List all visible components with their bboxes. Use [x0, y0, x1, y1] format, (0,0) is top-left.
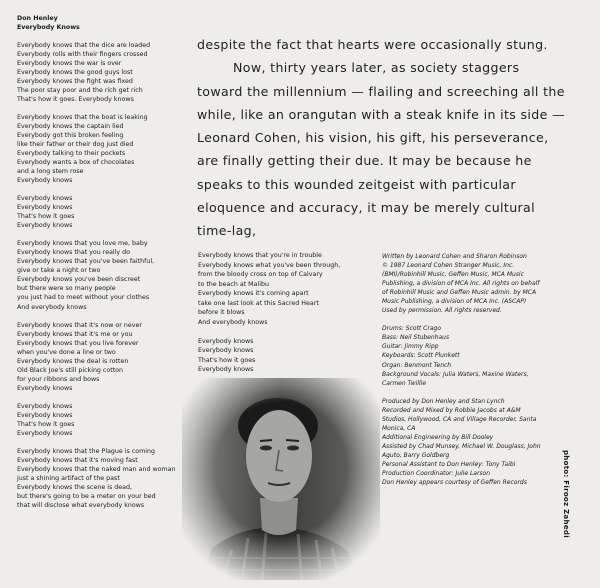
credits-line: Music Publishing, a division of MCA Inc. (ASCAP) — [382, 298, 527, 306]
credits-line: Assisted by Chad Munsey, Michael W. Douglass, John — [382, 442, 541, 450]
portrait-photo — [182, 378, 380, 580]
lyric-line: Everybody knows that you live forever — [17, 339, 139, 347]
lyrics-left-stanzas — [17, 41, 189, 510]
lyric-line: Everybody knows that the boat is leaking — [17, 114, 148, 122]
lyric-line: Everybody knows — [17, 204, 73, 212]
lyric-line: and a long stem rose — [17, 168, 84, 176]
lyric-line: Everybody knows that the naked man and woman — [17, 465, 176, 473]
essay-paragraph: despite the fact that hearts were occasionally stung. — [197, 37, 548, 52]
credits-line: Production Coordinator: Julie Larson — [382, 470, 491, 478]
lyric-line: Everybody knows that you've been faithful, — [17, 258, 155, 266]
lyric-stanza — [17, 113, 189, 185]
lyric-line: Everybody knows that the dice are loaded — [17, 42, 151, 50]
lyric-line: Everybody knows — [17, 402, 73, 410]
lyric-line: Everybody knows — [198, 337, 254, 345]
lyric-stanza — [17, 402, 189, 438]
lyric-line: Everybody knows — [17, 195, 73, 203]
song-title: Everybody Knows — [17, 24, 80, 32]
credits-column — [382, 252, 564, 487]
lyric-line: Everybody knows that it's moving fast — [17, 456, 138, 464]
credits-line: © 1987 Leonard Cohen Stranger Music, Inc. — [382, 262, 515, 270]
lyric-line: before it blows — [198, 309, 245, 316]
lyric-line: Everybody knows the deal is rotten — [17, 357, 129, 365]
credits-line: Background Vocals: Julia Waters, Maxine Waters, — [382, 370, 529, 378]
credits-line: of Robinhill Music and Geffen Music admin. by MCA — [382, 289, 537, 297]
credits-line: Bass: Neil Stubenhaus — [382, 334, 450, 342]
lyric-line: Everybody knows — [17, 222, 73, 230]
liner-notes-essay — [197, 33, 569, 243]
credits-line: Recorded and Mixed by Robbie Jacobs at A&M — [382, 406, 521, 414]
lyric-line: And everybody knows — [198, 318, 268, 326]
lyric-line: Everybody knows you've been discreet — [17, 276, 141, 284]
lyric-line: take one last look at this Sacred Heart — [198, 299, 319, 307]
credits-line: Organ: Benmont Tench — [382, 361, 452, 369]
lyric-line: That's how it goes — [17, 213, 75, 221]
lyric-line: but there's going to be a meter on your bed — [17, 492, 156, 500]
lyric-line: Everybody knows what you've been through, — [198, 261, 341, 269]
credits-line: Studios, Hollywood, CA and Village Recorder, Santa — [382, 415, 537, 423]
lyric-line: that will disclose what everybody knows — [17, 501, 145, 509]
lyric-line: Everybody talking to their pockets — [17, 150, 126, 158]
lyric-line: when you've done a line or two — [17, 348, 116, 356]
credits-block — [382, 397, 564, 487]
essay-paragraph: Now, thirty years later, as society staggers toward the millennium — flailing and screeching all the while, like an orangutan with a steak knife in its side — Leonard Cohen, his vision, his gift, his perseverance, are finally getting their due. It may be because he speaks to this wounded zeitgeist with particular eloquence and accuracy, it may be merely cultural time-lag, — [197, 60, 566, 239]
lyric-line: Everybody knows that you're in trouble — [198, 252, 322, 259]
stanza-gap — [198, 327, 376, 337]
credits-line: Don Henley appears courtesy of Geffen Records — [382, 479, 527, 487]
lyric-line: Everybody rolls with their fingers crossed — [17, 51, 148, 59]
lyric-line: Everybody knows the good guys lost — [17, 69, 133, 77]
credits-line: Used by permission. All rights reserved. — [382, 307, 502, 315]
lyric-line: Everybody got this broken feeling — [17, 132, 124, 140]
lyric-line: Everybody knows that the Plague is coming — [17, 447, 156, 455]
lyric-line: but there were so many people — [17, 285, 116, 293]
credits-line: Aguto, Barry Goldberg — [382, 451, 450, 459]
lyric-stanza — [17, 194, 189, 230]
lyric-line: Everybody knows the fight was fixed — [17, 78, 133, 86]
lyric-line: That's how it goes — [17, 420, 75, 428]
lyric-line: Everybody knows that you really do — [17, 249, 131, 257]
credits-line: Drums: Scott Crago — [382, 325, 441, 333]
lyric-line: Everybody knows it's coming apart — [198, 290, 309, 297]
lyric-line: The poor stay poor and the rich get rich — [17, 87, 143, 95]
lyric-line: Everybody knows that it's me or you — [17, 330, 133, 338]
lyric-line: Everybody wants a box of chocolates — [17, 159, 135, 167]
lyric-stanza — [17, 41, 189, 104]
lyric-line: Everybody knows — [198, 347, 254, 354]
lyric-stanza — [17, 447, 189, 510]
lyric-line: Everybody knows — [17, 177, 73, 185]
lyric-line: Everybody knows the war is over — [17, 60, 122, 68]
lyric-line: just a shining artifact of the past — [17, 474, 120, 482]
credits-line: Monica, CA — [382, 424, 416, 432]
lyric-stanza — [17, 239, 189, 311]
lyric-line: to the beach at Malibu — [198, 280, 269, 288]
credits-block — [382, 324, 564, 387]
lyric-line: Everybody knows — [17, 411, 73, 419]
credits-gap — [382, 388, 564, 397]
credits-line: Keyboards: Scott Plunkett — [382, 352, 460, 360]
credits-line: Guitar: Jimmy Ripp — [382, 343, 439, 351]
photo-credit: photo: Firooz Zahedi — [562, 450, 570, 538]
artist-name: Don Henley — [17, 15, 58, 22]
lyric-line: Everybody knows that it's now or never — [17, 321, 142, 329]
lyric-line: Everybody knows the scene is dead, — [17, 483, 132, 491]
credits-line: Additional Engineering by Bill Dooley — [382, 433, 494, 441]
lyric-line: And everybody knows — [17, 303, 87, 311]
lyric-line: Everybody knows that you love me, baby — [17, 240, 148, 248]
credits-block — [382, 252, 564, 315]
lyric-line: Everybody knows — [17, 384, 73, 392]
lyric-line: Old Black Joe's still picking cotton — [17, 366, 124, 374]
lyrics-center-column — [198, 251, 376, 375]
credits-line: Personal Assistant to Don Henley: Tony Taibi — [382, 460, 516, 468]
credits-line: (BMI)/Robinhill Music, Geffen Music, MCA Music — [382, 271, 524, 279]
credits-gap — [382, 315, 564, 324]
credits-line: Written by Leonard Cohen and Sharon Robinson — [382, 253, 527, 260]
credits-line: Produced by Don Henley and Stan Lynch — [382, 397, 505, 405]
lyric-line: Everybody knows — [17, 429, 73, 437]
lyric-line: like their father or their dog just died — [17, 141, 134, 149]
lyric-line: from the bloody cross on top of Calvary — [198, 271, 323, 278]
lyric-line: for your ribbons and bows — [17, 375, 100, 383]
lyric-line: Everybody knows — [198, 366, 254, 373]
lyric-line: you just had to meet without your clothes — [17, 294, 150, 302]
lyric-stanza — [17, 321, 189, 393]
lyric-line: give or take a night or two — [17, 267, 101, 275]
lyric-line: That's how it goes — [198, 356, 256, 364]
credits-line: Publishing, a division of MCA Inc. All rights on behalf — [382, 280, 540, 288]
lyric-line: That's how it goes. Everybody knows — [17, 96, 134, 104]
lyrics-left-column — [17, 14, 189, 510]
credits-line: Carmen Twillie — [382, 379, 427, 387]
lyric-line: Everybody knows the captain lied — [17, 123, 124, 131]
